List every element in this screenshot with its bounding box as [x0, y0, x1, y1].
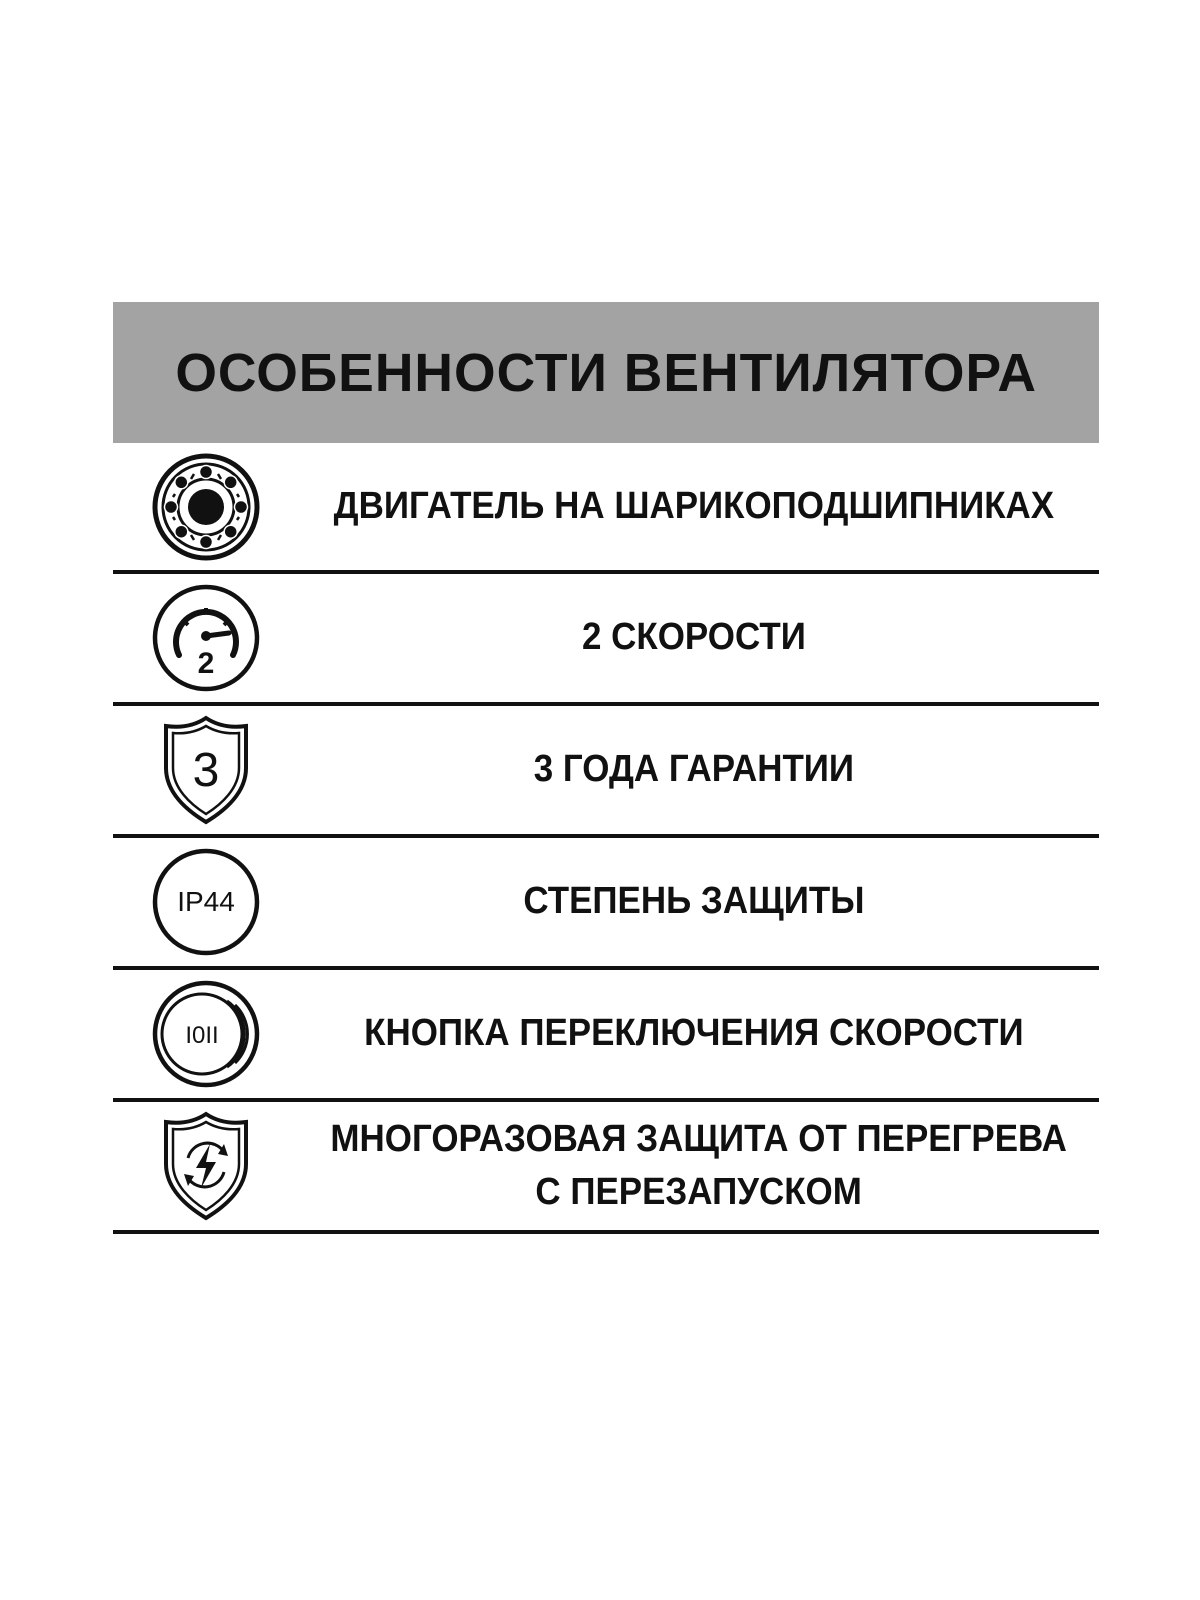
- feature-label: 3 ГОДА ГАРАНТИИ: [533, 748, 855, 791]
- warranty-number: 3: [192, 744, 219, 797]
- feature-row: [113, 1102, 1099, 1234]
- feature-row: [113, 574, 1099, 706]
- ip-rating-text: IP44: [176, 886, 235, 917]
- ball-bearing-icon: [151, 452, 261, 562]
- warranty-shield-3-icon: [158, 714, 254, 826]
- ip44-badge-icon: [151, 847, 261, 957]
- switch-positions-text: I0II: [184, 1022, 219, 1049]
- speed-2-gauge-icon: [151, 583, 261, 693]
- feature-label: КНОПКА ПЕРЕКЛЮЧЕНИЯ СКОРОСТИ: [364, 1012, 1024, 1055]
- feature-row: [113, 970, 1099, 1102]
- feature-row: [113, 838, 1099, 970]
- page-title: ОСОБЕННОСТИ ВЕНТИЛЯТОРА: [175, 342, 1037, 403]
- feature-label-line-1: МНОГОРАЗОВАЯ ЗАЩИТА ОТ ПЕРЕГРЕВА: [330, 1117, 1067, 1160]
- feature-label: ДВИГАТЕЛЬ НА ШАРИКОПОДШИПНИКАХ: [333, 484, 1055, 527]
- overheat-protection-shield-icon: [158, 1110, 254, 1222]
- feature-label-line-2: С ПЕРЕЗАПУСКОМ: [535, 1171, 862, 1213]
- feature-row: [113, 706, 1099, 838]
- speed-number: 2: [197, 647, 214, 680]
- header-banner: [113, 302, 1099, 443]
- feature-label: [330, 1113, 1076, 1219]
- feature-label: 2 СКОРОСТИ: [581, 616, 806, 659]
- features-panel: [113, 302, 1099, 1234]
- feature-row: [113, 443, 1099, 574]
- speed-switch-button-icon: [151, 979, 261, 1089]
- feature-label: СТЕПЕНЬ ЗАЩИТЫ: [523, 880, 865, 923]
